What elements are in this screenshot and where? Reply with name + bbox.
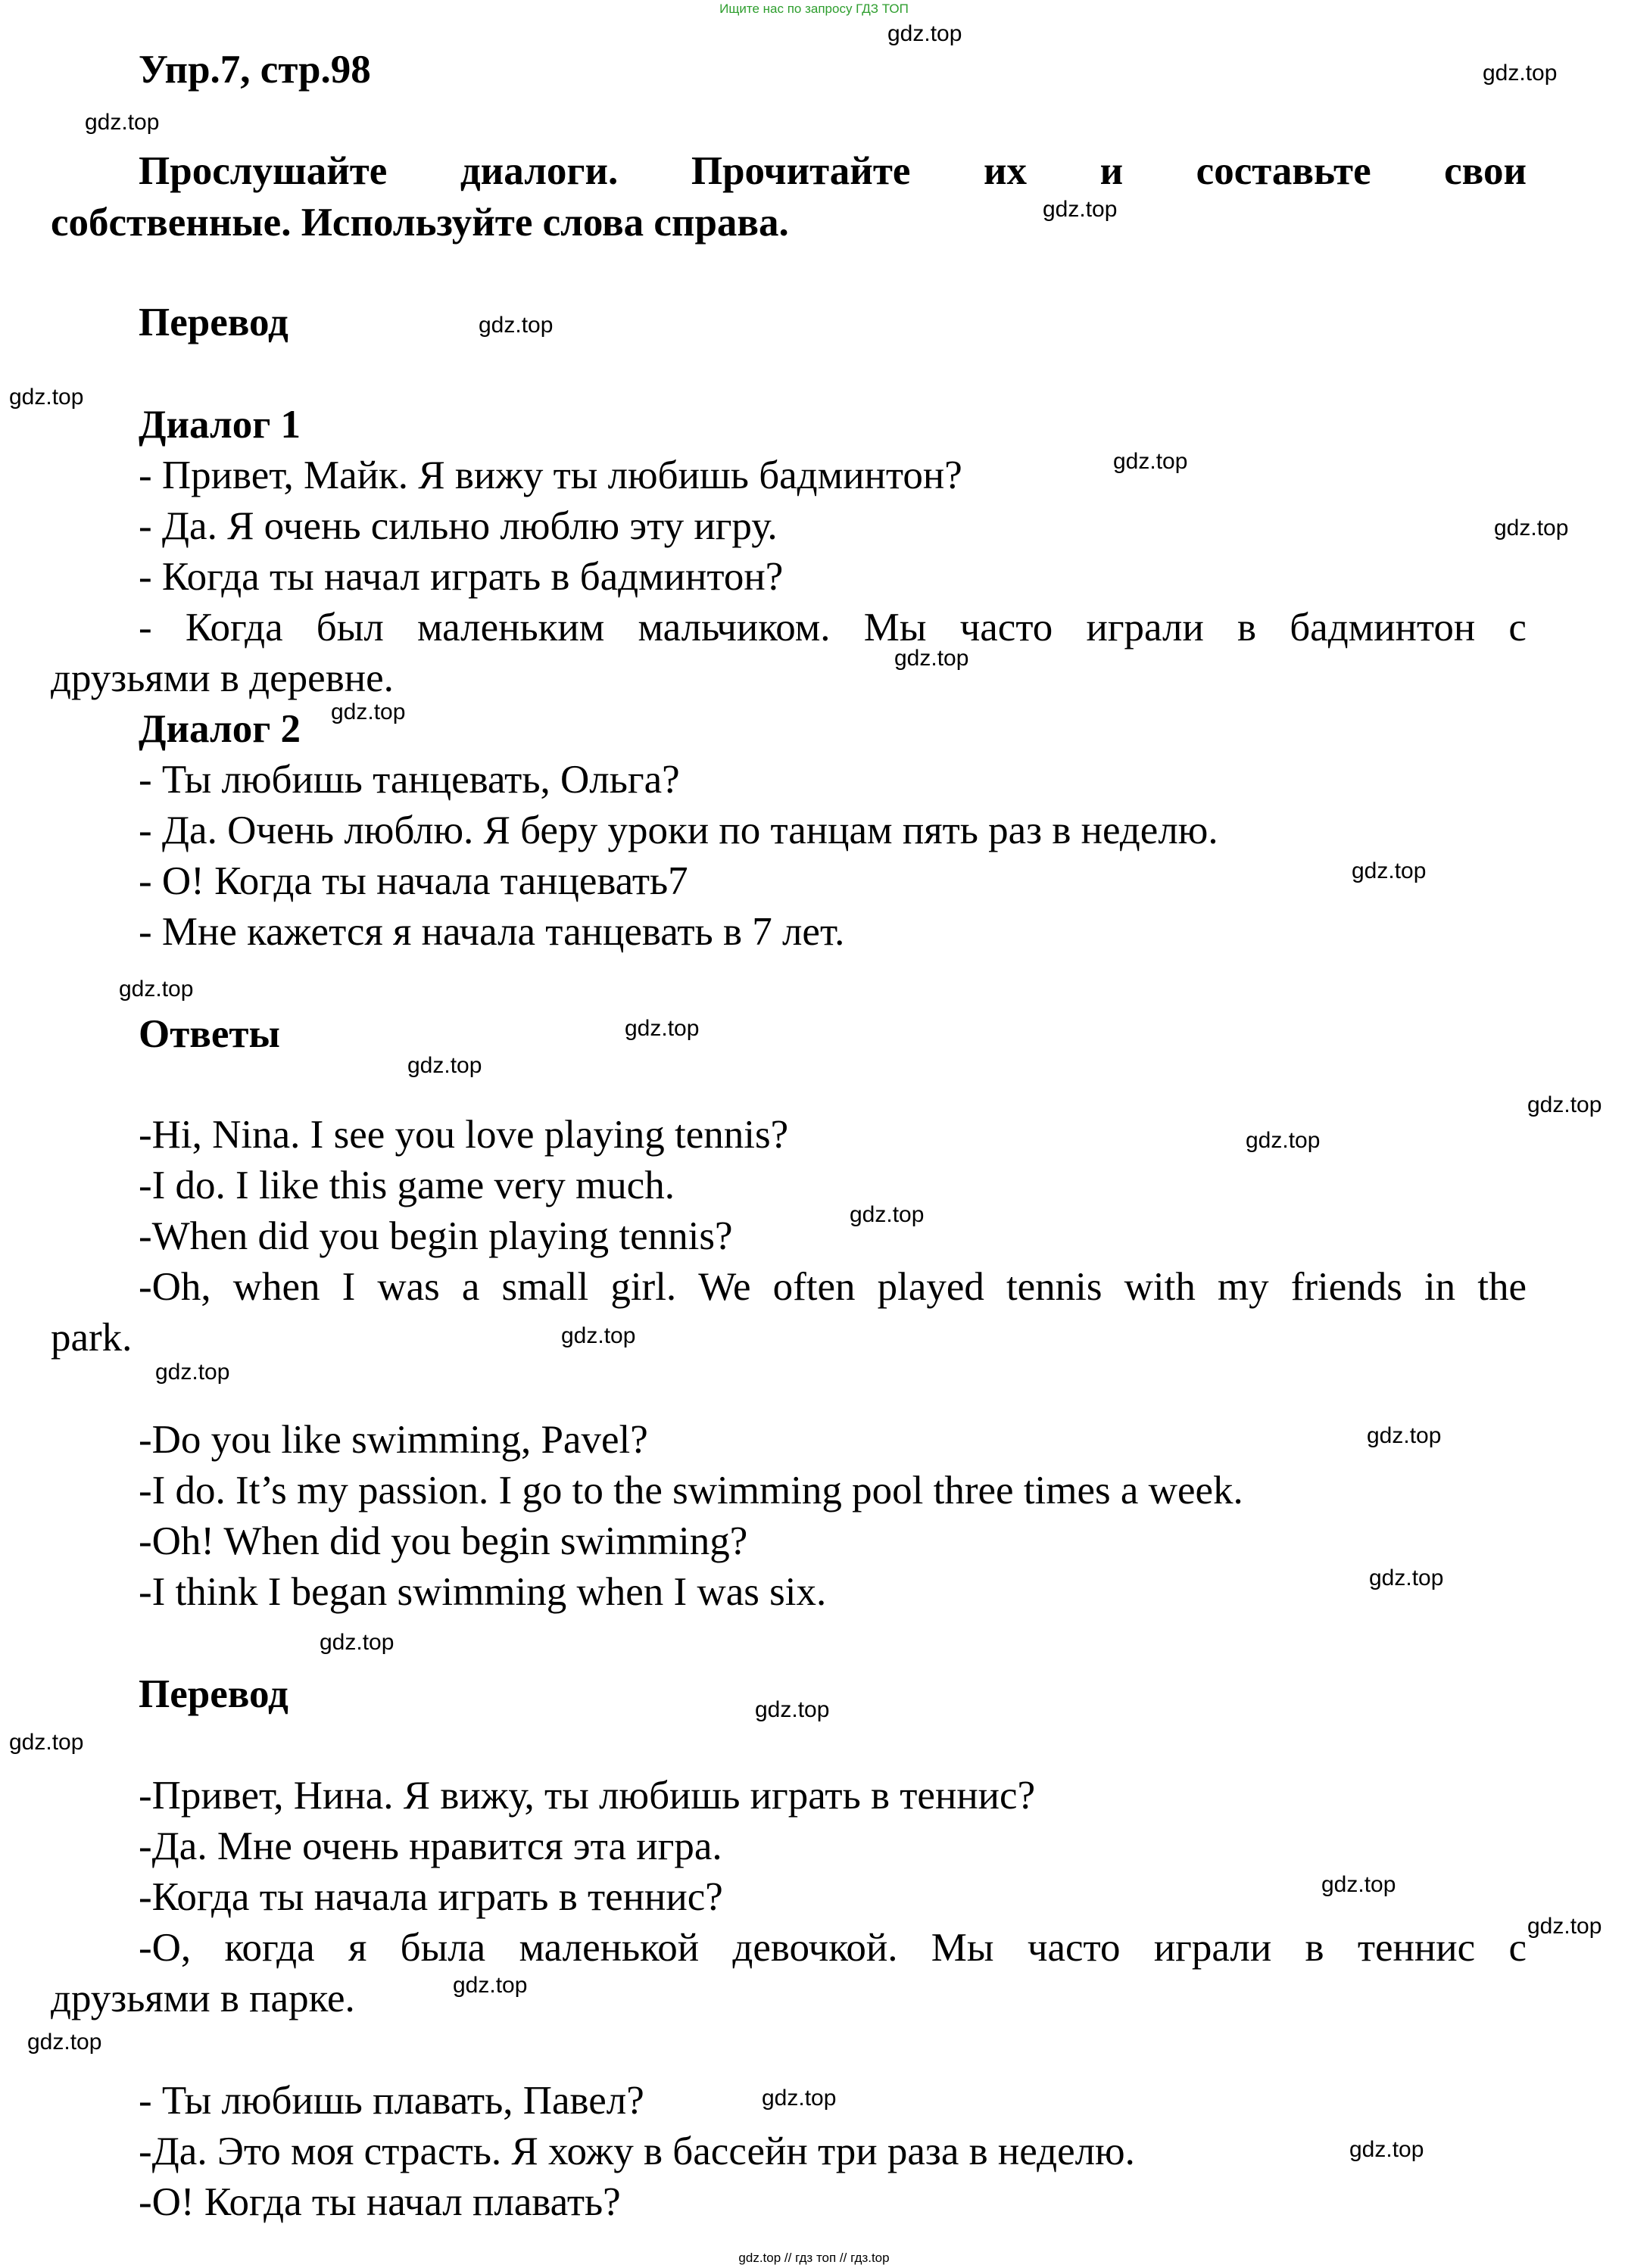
answer-line: -I do. It’s my passion. I go to the swimming pool three times a week. bbox=[139, 1469, 1243, 1513]
watermark: gdz.top bbox=[1043, 197, 1118, 222]
word: friends bbox=[1290, 1265, 1402, 1309]
translation-line: - Ты любишь плавать, Павел? bbox=[139, 2079, 644, 2123]
footer-links: gdz.top // гдз топ // гдз.top bbox=[738, 2251, 890, 2265]
word: a bbox=[461, 1265, 480, 1309]
word: в bbox=[1237, 606, 1257, 650]
watermark: gdz.top bbox=[27, 2030, 102, 2055]
answers-heading: Ответы bbox=[139, 1012, 280, 1056]
word: -О, bbox=[139, 1926, 192, 1970]
word: my bbox=[1217, 1265, 1269, 1309]
watermark: gdz.top bbox=[561, 1323, 636, 1348]
watermark: gdz.top bbox=[119, 977, 194, 1002]
watermark: gdz.top bbox=[625, 1016, 700, 1041]
word: with bbox=[1124, 1265, 1196, 1309]
word: составьте bbox=[1196, 149, 1371, 193]
word: девочкой. bbox=[732, 1926, 898, 1970]
word: был bbox=[316, 606, 384, 650]
watermark: gdz.top bbox=[1367, 1423, 1442, 1448]
translation-line: -Да. Это моя страсть. Я хожу в бассейн три раза в неделю. bbox=[139, 2129, 1135, 2173]
word: -Oh, bbox=[139, 1265, 211, 1309]
word: и bbox=[1099, 149, 1124, 193]
answer-line-justified bbox=[139, 1267, 1527, 1307]
word: Прослушайте bbox=[139, 149, 388, 193]
translation-line: -Когда ты начала играть в теннис? bbox=[139, 1875, 723, 1919]
word: с bbox=[1508, 606, 1527, 650]
dialog-1-heading: Диалог 1 bbox=[139, 403, 301, 447]
watermark: gdz.top bbox=[887, 21, 962, 46]
watermark: gdz.top bbox=[762, 2086, 837, 2111]
dialog-line: - Да. Я очень сильно люблю эту игру. bbox=[139, 504, 778, 548]
translation-heading-2: Перевод bbox=[139, 1672, 288, 1716]
watermark: gdz.top bbox=[155, 1360, 230, 1385]
word: маленькой bbox=[519, 1926, 700, 1970]
page-title: Упр.7, стр.98 bbox=[139, 48, 371, 92]
word: - bbox=[139, 606, 152, 650]
word: I bbox=[342, 1265, 356, 1309]
watermark: gdz.top bbox=[1352, 858, 1427, 883]
word: often bbox=[772, 1265, 856, 1309]
translation-line: -Привет, Нина. Я вижу, ты любишь играть в теннис? bbox=[139, 1774, 1036, 1818]
word: была bbox=[400, 1926, 486, 1970]
word: мальчиком. bbox=[638, 606, 831, 650]
word: я bbox=[348, 1926, 367, 1970]
answer-line: -When did you begin playing tennis? bbox=[139, 1214, 733, 1258]
word: играли bbox=[1153, 1926, 1272, 1970]
watermark: gdz.top bbox=[407, 1053, 482, 1078]
word: маленьким bbox=[416, 606, 605, 650]
watermark: gdz.top bbox=[85, 110, 160, 135]
top-banner: Ищите нас по запросу ГДЗ ТОП bbox=[719, 2, 909, 16]
dialog-line: - Мне кажется я начала танцевать в 7 лет. bbox=[139, 910, 845, 954]
answer-line: -I think I began swimming when I was six. bbox=[139, 1570, 827, 1614]
translation-heading: Перевод bbox=[139, 301, 288, 344]
word: Мы bbox=[931, 1926, 994, 1970]
watermark: gdz.top bbox=[453, 1973, 528, 1998]
word: was bbox=[377, 1265, 440, 1309]
answer-line: -Oh! When did you begin swimming? bbox=[139, 1519, 748, 1563]
watermark: gdz.top bbox=[1321, 1872, 1396, 1897]
watermark: gdz.top bbox=[1527, 1914, 1602, 1939]
word: when bbox=[232, 1265, 320, 1309]
word: часто bbox=[959, 606, 1053, 650]
translation-line-continuation: друзьями в парке. bbox=[51, 1977, 355, 2020]
watermark: gdz.top bbox=[894, 646, 969, 671]
watermark: gdz.top bbox=[1349, 2137, 1424, 2162]
watermark: gdz.top bbox=[9, 385, 84, 410]
word: Прочитайте bbox=[691, 149, 911, 193]
watermark: gdz.top bbox=[9, 1730, 84, 1755]
dialog-line: - О! Когда ты начала танцевать7 bbox=[139, 859, 688, 903]
answer-line: -Hi, Nina. I see you love playing tennis? bbox=[139, 1113, 789, 1157]
word: played bbox=[877, 1265, 984, 1309]
word: диалоги. bbox=[460, 149, 619, 193]
word: теннис bbox=[1357, 1926, 1476, 1970]
dialog-line: - Ты любишь танцевать, Ольга? bbox=[139, 758, 680, 802]
word: в bbox=[1305, 1926, 1324, 1970]
dialog-2-heading: Диалог 2 bbox=[139, 707, 301, 751]
task-line-2: собственные. Используйте слова справа. bbox=[51, 201, 789, 245]
task-line-1 bbox=[139, 151, 1527, 192]
watermark: gdz.top bbox=[1527, 1092, 1602, 1117]
dialog-line-continuation: друзьями в деревне. bbox=[51, 656, 394, 700]
watermark: gdz.top bbox=[479, 313, 554, 338]
word: бадминтон bbox=[1290, 606, 1476, 650]
word: girl. bbox=[610, 1265, 677, 1309]
word: We bbox=[698, 1265, 751, 1309]
word: small bbox=[501, 1265, 589, 1309]
translation-line: -О! Когда ты начал плавать? bbox=[139, 2180, 621, 2224]
answer-line: -I do. I like this game very much. bbox=[139, 1164, 675, 1207]
translation-line-justified bbox=[139, 1928, 1527, 1968]
word: играли bbox=[1086, 606, 1204, 650]
watermark: gdz.top bbox=[1494, 516, 1569, 541]
word: the bbox=[1477, 1265, 1527, 1309]
watermark: gdz.top bbox=[1246, 1128, 1321, 1153]
word: с bbox=[1508, 1926, 1527, 1970]
watermark: gdz.top bbox=[850, 1202, 925, 1227]
word: когда bbox=[224, 1926, 315, 1970]
word: tennis bbox=[1006, 1265, 1102, 1309]
dialog-line: - Привет, Майк. Я вижу ты любишь бадминтон? bbox=[139, 453, 962, 497]
watermark: gdz.top bbox=[1113, 449, 1188, 474]
answer-line-continuation: park. bbox=[51, 1316, 133, 1360]
watermark: gdz.top bbox=[1369, 1565, 1444, 1590]
translation-line: -Да. Мне очень нравится эта игра. bbox=[139, 1824, 722, 1868]
dialog-line-justified bbox=[139, 608, 1527, 648]
word: их bbox=[983, 149, 1027, 193]
dialog-line: - Когда ты начал играть в бадминтон? bbox=[139, 555, 784, 599]
watermark: gdz.top bbox=[331, 699, 406, 724]
word: in bbox=[1424, 1265, 1456, 1309]
word: Когда bbox=[185, 606, 283, 650]
watermark: gdz.top bbox=[320, 1630, 395, 1655]
word: часто bbox=[1027, 1926, 1121, 1970]
dialog-line: - Да. Очень люблю. Я беру уроки по танцам пять раз в неделю. bbox=[139, 808, 1218, 852]
word: Мы bbox=[863, 606, 927, 650]
answer-line: -Do you like swimming, Pavel? bbox=[139, 1418, 648, 1462]
watermark: gdz.top bbox=[755, 1697, 830, 1722]
word: свои bbox=[1444, 149, 1527, 193]
watermark: gdz.top bbox=[1483, 61, 1558, 86]
